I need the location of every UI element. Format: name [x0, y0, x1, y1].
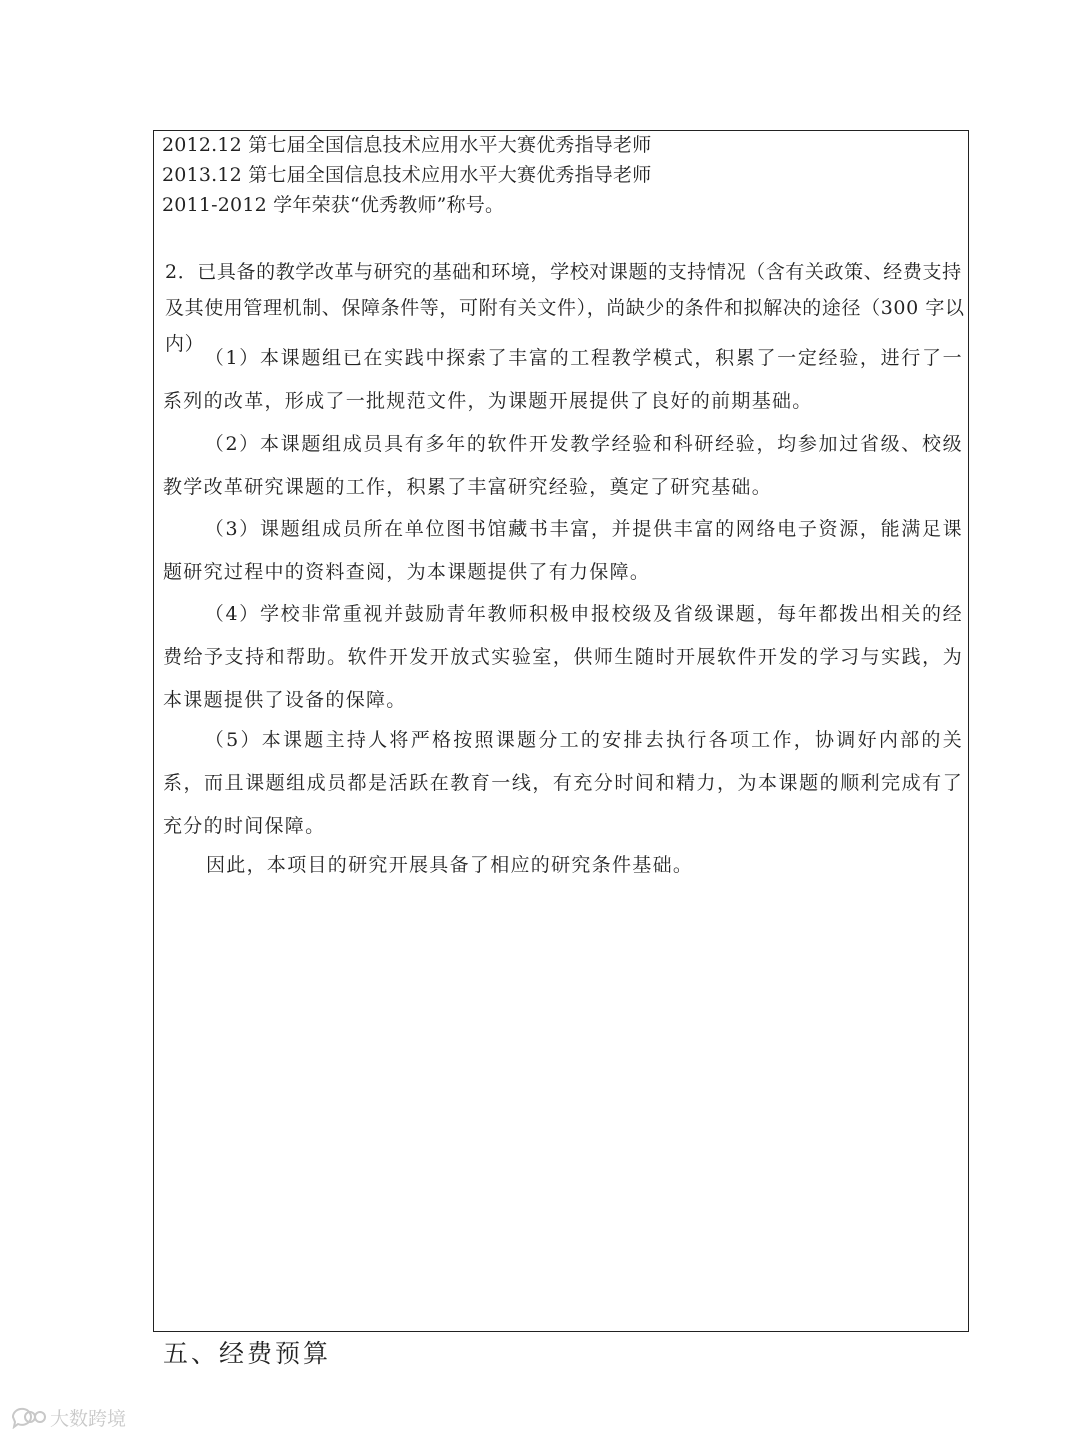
award-line-2012: 2012.12 第七届全国信息技术应用水平大赛优秀指导老师	[162, 134, 652, 156]
chat-bubble-logo-icon	[10, 1405, 46, 1429]
condition-paragraph-2: （2）本课题组成员具有多年的软件开发教学经验和科研经验，均参加过省级、校级教学改革研究课题的工作，积累了丰富研究经验，奠定了研究基础。	[163, 433, 963, 498]
condition-paragraph-5: （5）本课题主持人将严格按照课题分工的安排去执行各项工作，协调好内部的关系，而且课题组成员都是活跃在教育一线，有充分时间和精力，为本课题的顺利完成有了充分的时间保障。	[163, 729, 963, 837]
award-line-2013: 2013.12 第七届全国信息技术应用水平大赛优秀指导老师	[162, 164, 652, 186]
conclusion-paragraph: 因此，本项目的研究开展具备了相应的研究条件基础。	[206, 854, 694, 876]
watermark	[10, 1402, 126, 1432]
condition-paragraph-1: （1）本课题组已在实践中探索了丰富的工程教学模式，积累了一定经验，进行了一系列的改革，形成了一批规范文件，为课题开展提供了良好的前期基础。	[163, 347, 963, 412]
watermark-text: 大数跨境	[50, 1407, 127, 1430]
condition-paragraph-3: （3）课题组成员所在单位图书馆藏书丰富，并提供丰富的网络电子资源，能满足课题研究过程中的资料查阅，为本课题提供了有力保障。	[163, 518, 963, 583]
section-2-heading: 2．已具备的教学改革与研究的基础和环境，学校对课题的支持情况（含有关政策、经费支持及其使用管理机制、保障条件等，可附有关文件），尚缺少的条件和拟解决的途径（300 字以内）	[165, 261, 965, 355]
award-line-teacher-title: 2011-2012 学年荣获“优秀教师”称号。	[162, 194, 505, 216]
condition-paragraph-4: （4）学校非常重视并鼓励青年教师积极申报校级及省级课题，每年都拨出相关的经费给予支持和帮助。软件开发开放式实验室，供师生随时开展软件开发的学习与实践，为本课题提供了设备的保障。	[163, 603, 963, 711]
budget-section-heading: 五、经费预算	[163, 1339, 332, 1368]
